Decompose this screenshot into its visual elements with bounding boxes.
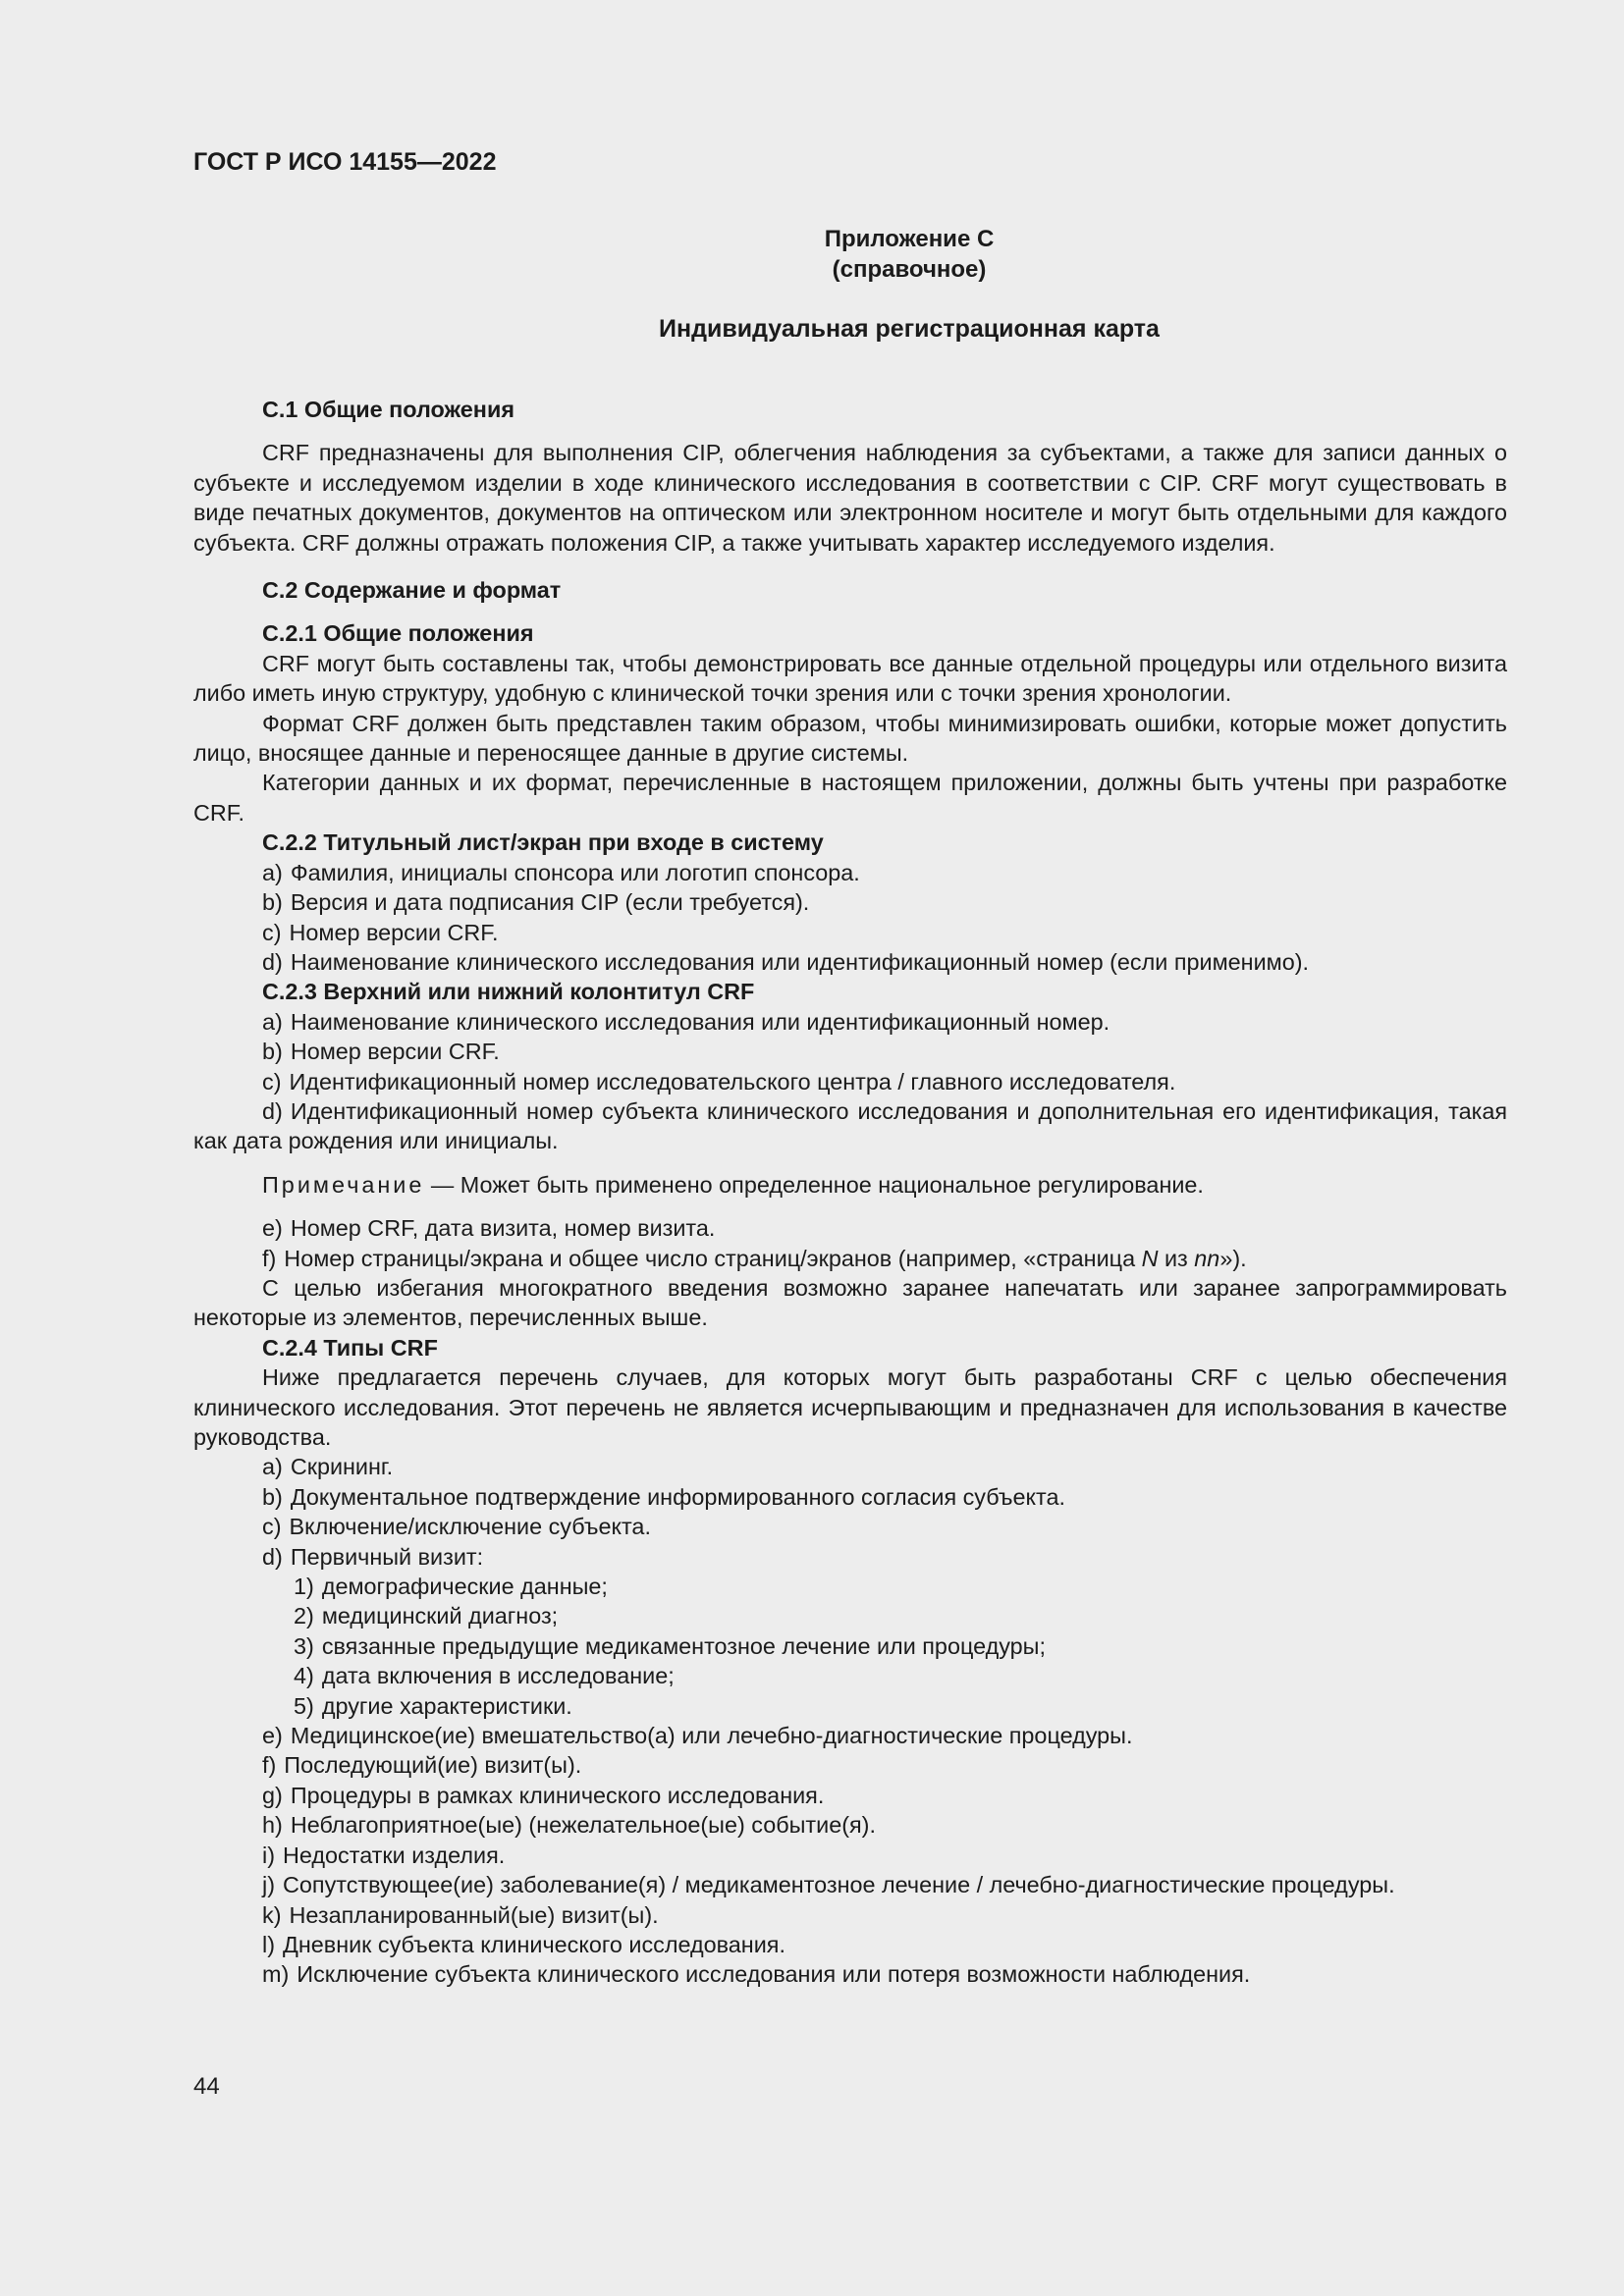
list-item	[262, 1213, 1507, 1243]
list-text: Включение/исключение субъекта.	[289, 1514, 651, 1540]
list-item	[262, 1244, 1507, 1273]
list-text: Документальное подтверждение информированного согласия субъекта.	[290, 1483, 1065, 1510]
list-item	[262, 1750, 1507, 1780]
list-marker: j)	[262, 1872, 275, 1898]
list-marker: c)	[262, 919, 282, 945]
list-item	[262, 887, 1507, 917]
standard-header: ГОСТ Р ИСО 14155—2022	[193, 148, 497, 176]
list-text: Наименование клинического исследования или идентификационный номер (если применимо).	[290, 948, 1310, 975]
list-text: Наименование клинического исследования или идентификационный номер.	[290, 1008, 1110, 1035]
list-text: Незапланированный(ые) визит(ы).	[289, 1901, 659, 1928]
list-text: Версия и дата подписания CIP (если требуется).	[290, 889, 810, 916]
list-text: Сопутствующее(ие) заболевание(я) / медикаментозное лечение / лечебно-диагностические процедуры.	[283, 1872, 1395, 1898]
list-item	[262, 1721, 1507, 1750]
paragraph: CRF могут быть составлены так, чтобы демонстрировать все данные отдельной процедуры или отдельного визита либо иметь иную структуру, удобную с клинической точки зрения или с точки зрения хронологии.	[193, 650, 1507, 707]
appendix-block	[311, 224, 1507, 285]
list-text: Медицинское(ие) вмешательство(а) или лечебно-диагностические процедуры.	[290, 1723, 1133, 1749]
list-text: Последующий(ие) визит(ы).	[284, 1752, 582, 1779]
list-text: связанные предыдущие медикаментозное лечение или процедуры;	[321, 1632, 1046, 1659]
list-item	[262, 1037, 1507, 1066]
list-marker: b)	[262, 1483, 283, 1510]
page-number: 44	[193, 2073, 220, 2100]
sub-list-item	[294, 1661, 1507, 1690]
list-item	[262, 947, 1507, 977]
list-item	[262, 1452, 1507, 1481]
list-marker: d)	[262, 1543, 283, 1570]
list-marker: b)	[262, 889, 283, 916]
section-c22-heading: С.2.2 Титульный лист/экран при входе в систему	[262, 829, 824, 856]
list-item	[262, 1900, 1507, 1930]
list-marker: 1)	[294, 1574, 314, 1600]
list-marker: e)	[262, 1723, 283, 1749]
sub-list-item	[294, 1601, 1507, 1630]
list-text: Недостатки изделия.	[283, 1842, 506, 1868]
appendix-label: Приложение С	[824, 226, 995, 252]
list-text: Номер страницы/экрана и общее число страниц/экранов (например, «страница	[284, 1245, 1142, 1271]
list-marker: l)	[262, 1931, 275, 1957]
list-item	[262, 1067, 1507, 1096]
paragraph: С целью избегания многократного введения возможно заранее напечатать или заранее запрограммировать некоторые из элементов, перечисленных выше.	[193, 1274, 1507, 1331]
list-item	[262, 1512, 1507, 1541]
list-marker: c)	[262, 1514, 282, 1540]
paragraph: Формат CRF должен быть представлен таким образом, чтобы минимизировать ошибки, которые может допустить лицо, вносящее данные и переносящее данные в другие системы.	[193, 710, 1507, 767]
list-text: Номер версии CRF.	[290, 1039, 500, 1065]
list-text: Фамилия, инициалы спонсора или логотип спонсора.	[290, 859, 860, 885]
list-item	[262, 1930, 1507, 1959]
list-marker: k)	[262, 1901, 282, 1928]
list-item	[262, 918, 1507, 947]
list-item	[262, 1781, 1507, 1810]
list-marker: 5)	[294, 1692, 314, 1719]
list-item	[262, 1542, 1507, 1572]
list-marker: d)	[262, 1097, 283, 1124]
section-c23-heading: С.2.3 Верхний или нижний колонтитул CRF	[262, 979, 755, 1005]
appendix-type: (справочное)	[832, 256, 987, 283]
list-marker: a)	[262, 859, 283, 885]
list-marker: h)	[262, 1812, 283, 1839]
sub-list-item	[294, 1691, 1507, 1721]
note	[193, 1170, 1507, 1200]
list-item	[262, 1841, 1507, 1870]
sub-list-item	[294, 1572, 1507, 1601]
list-text-mid: из	[1158, 1245, 1195, 1271]
list-text: демографические данные;	[321, 1574, 608, 1600]
list-marker: a)	[262, 1454, 283, 1480]
list-text: другие характеристики.	[321, 1692, 572, 1719]
list-marker: g)	[262, 1782, 283, 1808]
list-text: Идентификационный номер субъекта клинического исследования и дополнительная его идентификация, такая как дата рождения или инициалы.	[193, 1097, 1507, 1154]
list-text: Дневник субъекта клинического исследования.	[283, 1931, 785, 1957]
list-item-wrapping	[193, 1096, 1507, 1156]
list-text: Идентификационный номер исследовательского центра / главного исследователя.	[289, 1068, 1176, 1095]
list-marker: d)	[262, 948, 283, 975]
list-text: Номер CRF, дата визита, номер визита.	[290, 1215, 716, 1242]
list-marker: i)	[262, 1842, 275, 1868]
italic-n: N	[1141, 1245, 1159, 1271]
list-marker: c)	[262, 1068, 282, 1095]
note-label: Примечание	[262, 1171, 425, 1198]
italic-nn: nn	[1194, 1245, 1220, 1271]
list-marker: 4)	[294, 1663, 314, 1689]
list-text: Скрининг.	[290, 1454, 394, 1480]
paragraph: Ниже предлагается перечень случаев, для которых могут быть разработаны CRF с целью обеспечения клинического исследования. Этот перечень не является исчерпывающим и предназначен для использования в качестве руководства.	[193, 1364, 1507, 1450]
list-item	[262, 1870, 1507, 1899]
list-item	[262, 1007, 1507, 1037]
list-text: Первичный визит:	[290, 1543, 484, 1570]
list-item	[262, 1810, 1507, 1840]
list-marker: f)	[262, 1752, 277, 1779]
section-c1-paragraph: CRF предназначены для выполнения CIP, облегчения наблюдения за субъектами, а также для записи данных о субъекте и исследуемом изделии в ходе клинического исследования в соответствии с CIP. CRF могут существовать в виде печатных документов, документов на оптическом или электронном носителе и могут быть отдельными для каждого субъекта. CRF должны отражать положения CIP, а также учитывать характер исследуемого изделия.	[193, 440, 1507, 556]
list-text: дата включения в исследование;	[321, 1663, 675, 1689]
list-marker: f)	[262, 1245, 277, 1271]
note-text: — Может быть применено определенное национальное регулирование.	[424, 1171, 1204, 1198]
list-item	[262, 858, 1507, 887]
list-item	[262, 1959, 1507, 1989]
appendix-title: Индивидуальная регистрационная карта	[659, 315, 1160, 343]
sub-list-item	[294, 1631, 1507, 1661]
paragraph: Категории данных и их формат, перечисленные в настоящем приложении, должны быть учтены при разработке CRF.	[193, 770, 1507, 826]
list-marker: m)	[262, 1961, 290, 1988]
list-text: Номер версии CRF.	[289, 919, 499, 945]
list-marker: 3)	[294, 1632, 314, 1659]
list-text-end: »).	[1219, 1245, 1247, 1271]
list-marker: e)	[262, 1215, 283, 1242]
list-text: медицинский диагноз;	[321, 1603, 559, 1629]
document-page	[193, 147, 1507, 1990]
list-text: Процедуры в рамках клинического исследования.	[290, 1782, 825, 1808]
list-marker: b)	[262, 1039, 283, 1065]
list-item	[262, 1482, 1507, 1512]
list-marker: 2)	[294, 1603, 314, 1629]
section-c21-heading: С.2.1 Общие положения	[262, 620, 534, 647]
list-text: Исключение субъекта клинического исследования или потеря возможности наблюдения.	[297, 1961, 1251, 1988]
section-c24-heading: С.2.4 Типы CRF	[262, 1334, 438, 1361]
list-text: Неблагоприятное(ые) (нежелательное(ые) событие(я).	[290, 1812, 876, 1839]
list-marker: a)	[262, 1008, 283, 1035]
section-c2-heading: С.2 Содержание и формат	[262, 577, 562, 604]
section-c1-heading: С.1 Общие положения	[262, 397, 514, 422]
